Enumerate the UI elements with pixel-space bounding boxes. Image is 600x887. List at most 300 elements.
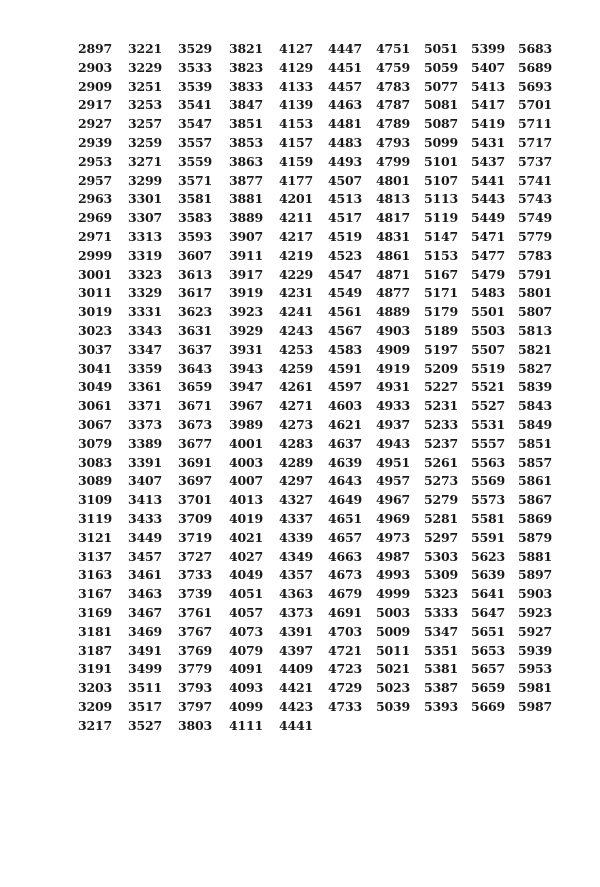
table-cell: 3541: [178, 97, 212, 113]
table-cell: 4373: [279, 604, 313, 620]
table-column-3: [178, 40, 228, 735]
table-cell: 3083: [78, 454, 112, 470]
table-cell: 5437: [471, 153, 505, 169]
table-cell: 3209: [78, 698, 112, 714]
table-cell: 3701: [178, 492, 212, 508]
table-cell: 5477: [471, 247, 505, 263]
table-cell: 4481: [328, 116, 362, 132]
table-cell: 2953: [78, 153, 112, 169]
table-cell: 5851: [518, 435, 552, 451]
table-cell: 4649: [328, 492, 362, 508]
table-cell: 4603: [328, 398, 362, 414]
table-cell: 3061: [78, 398, 112, 414]
table-cell: 4229: [279, 266, 313, 282]
table-cell: 4441: [279, 717, 313, 733]
table-cell: 5987: [518, 698, 552, 714]
table-cell: 5801: [518, 285, 552, 301]
table-cell: 4993: [376, 567, 410, 583]
table-cell: 5639: [471, 567, 505, 583]
table-cell: 4273: [279, 416, 313, 432]
table-cell: 3529: [178, 41, 212, 56]
table-cell: 5059: [424, 59, 458, 75]
table-cell: 4523: [328, 247, 362, 263]
table-cell: 3593: [178, 228, 212, 244]
table-cell: 4813: [376, 191, 410, 207]
table-cell: 5099: [424, 134, 458, 150]
table-cell: 4909: [376, 341, 410, 357]
table-cell: 3163: [78, 567, 112, 583]
table-column-2: [128, 40, 178, 735]
table-cell: 3457: [128, 548, 162, 564]
table-cell: 4919: [376, 360, 410, 376]
table-cell: 3001: [78, 266, 112, 282]
table-cell: 5119: [424, 210, 458, 226]
table-cell: 3049: [78, 379, 112, 395]
table-cell: 4801: [376, 172, 410, 188]
table-cell: 5167: [424, 266, 458, 282]
table-cell: 4657: [328, 529, 362, 545]
table-cell: 4007: [229, 473, 263, 489]
table-cell: 4219: [279, 247, 313, 263]
table-cell: 4519: [328, 228, 362, 244]
table-cell: 4057: [229, 604, 263, 620]
table-cell: 5659: [471, 680, 505, 696]
table-cell: 5861: [518, 473, 552, 489]
table-cell: 3319: [128, 247, 162, 263]
table-cell: 5981: [518, 680, 552, 696]
table-cell: 3389: [128, 435, 162, 451]
table-cell: 3797: [178, 698, 212, 714]
table-cell: 5653: [471, 642, 505, 658]
table-cell: 4391: [279, 623, 313, 639]
table-cell: 4723: [328, 661, 362, 677]
table-cell: 5227: [424, 379, 458, 395]
table-cell: 2939: [78, 134, 112, 150]
table-cell: 2971: [78, 228, 112, 244]
table-cell: 4651: [328, 510, 362, 526]
table-cell: 2897: [78, 41, 112, 56]
table-cell: 3779: [178, 661, 212, 677]
table-cell: 5689: [518, 59, 552, 75]
table-cell: 4363: [279, 586, 313, 602]
table-cell: 4001: [229, 435, 263, 451]
table-cell: 4261: [279, 379, 313, 395]
table-cell: 3137: [78, 548, 112, 564]
table-column-8: [424, 40, 474, 717]
table-cell: 3719: [178, 529, 212, 545]
table-cell: 4871: [376, 266, 410, 282]
table-cell: 3617: [178, 285, 212, 301]
table-cell: 3169: [78, 604, 112, 620]
table-cell: 3023: [78, 322, 112, 338]
table-cell: 4243: [279, 322, 313, 338]
table-cell: 3229: [128, 59, 162, 75]
table-cell: 5449: [471, 210, 505, 226]
table-cell: 3331: [128, 304, 162, 320]
table-cell: 5351: [424, 642, 458, 658]
table-cell: 4679: [328, 586, 362, 602]
table-cell: 4159: [279, 153, 313, 169]
table-cell: 3607: [178, 247, 212, 263]
table-cell: 4129: [279, 59, 313, 75]
table-cell: 3823: [229, 59, 263, 75]
table-cell: 3527: [128, 717, 162, 733]
table-cell: 3041: [78, 360, 112, 376]
table-cell: 3371: [128, 398, 162, 414]
table-cell: 5077: [424, 78, 458, 94]
table-cell: 3709: [178, 510, 212, 526]
table-cell: 3259: [128, 134, 162, 150]
table-cell: 5701: [518, 97, 552, 113]
table-cell: 5501: [471, 304, 505, 320]
table-cell: 4957: [376, 473, 410, 489]
table-column-7: [376, 40, 426, 717]
table-cell: 5531: [471, 416, 505, 432]
table-cell: 2903: [78, 59, 112, 75]
table-cell: 5839: [518, 379, 552, 395]
table-cell: 4211: [279, 210, 313, 226]
table-cell: 3119: [78, 510, 112, 526]
table-cell: 4447: [328, 41, 362, 56]
table-cell: 5039: [376, 698, 410, 714]
table-cell: 5557: [471, 435, 505, 451]
table-cell: 3391: [128, 454, 162, 470]
table-cell: 2927: [78, 116, 112, 132]
table-cell: 5521: [471, 379, 505, 395]
table-column-4: [229, 40, 279, 735]
table-cell: 5867: [518, 492, 552, 508]
table-cell: 4013: [229, 492, 263, 508]
table-cell: 3361: [128, 379, 162, 395]
table-cell: 4951: [376, 454, 410, 470]
table-cell: 5171: [424, 285, 458, 301]
table-cell: 4271: [279, 398, 313, 414]
table-cell: 5237: [424, 435, 458, 451]
table-cell: 5623: [471, 548, 505, 564]
table-cell: 4021: [229, 529, 263, 545]
table-cell: 3643: [178, 360, 212, 376]
table-cell: 4073: [229, 623, 263, 639]
table-cell: 5297: [424, 529, 458, 545]
table-cell: 3733: [178, 567, 212, 583]
table-cell: 5591: [471, 529, 505, 545]
table-cell: 4597: [328, 379, 362, 395]
table-cell: 4217: [279, 228, 313, 244]
table-cell: 3221: [128, 41, 162, 56]
table-cell: 5113: [424, 191, 458, 207]
table-cell: 5417: [471, 97, 505, 113]
table-cell: 4289: [279, 454, 313, 470]
table-cell: 4283: [279, 435, 313, 451]
table-cell: 4157: [279, 134, 313, 150]
table-cell: 4973: [376, 529, 410, 545]
table-cell: 4111: [229, 717, 263, 733]
table-cell: 3463: [128, 586, 162, 602]
table-cell: 4931: [376, 379, 410, 395]
table-cell: 5711: [518, 116, 552, 132]
table-cell: 3121: [78, 529, 112, 545]
table-cell: 4027: [229, 548, 263, 564]
table-cell: 3187: [78, 642, 112, 658]
table-cell: 4903: [376, 322, 410, 338]
table-cell: 3851: [229, 116, 263, 132]
table-cell: 4703: [328, 623, 362, 639]
table-cell: 4729: [328, 680, 362, 696]
table-cell: 3511: [128, 680, 162, 696]
table-cell: 3299: [128, 172, 162, 188]
table-cell: 4787: [376, 97, 410, 113]
table-cell: 4637: [328, 435, 362, 451]
table-cell: 5333: [424, 604, 458, 620]
table-cell: 4409: [279, 661, 313, 677]
table-cell: 5641: [471, 586, 505, 602]
table-cell: 5879: [518, 529, 552, 545]
table-cell: 5051: [424, 41, 458, 56]
table-cell: 4003: [229, 454, 263, 470]
table-cell: 5281: [424, 510, 458, 526]
table-cell: 3253: [128, 97, 162, 113]
table-cell: 5309: [424, 567, 458, 583]
table-cell: 5749: [518, 210, 552, 226]
table-cell: 5953: [518, 661, 552, 677]
table-cell: 3251: [128, 78, 162, 94]
table-cell: 5569: [471, 473, 505, 489]
table-cell: 4049: [229, 567, 263, 583]
table-cell: 3191: [78, 661, 112, 677]
table-cell: 4937: [376, 416, 410, 432]
table-cell: 5479: [471, 266, 505, 282]
table-cell: 5471: [471, 228, 505, 244]
table-cell: 5273: [424, 473, 458, 489]
table-cell: 3067: [78, 416, 112, 432]
table-cell: 5807: [518, 304, 552, 320]
table-cell: 5939: [518, 642, 552, 658]
table-cell: 3203: [78, 680, 112, 696]
table-cell: 3217: [78, 717, 112, 733]
table-cell: 5419: [471, 116, 505, 132]
table-cell: 3967: [229, 398, 263, 414]
table-cell: 5683: [518, 41, 552, 56]
table-cell: 4789: [376, 116, 410, 132]
table-cell: 3881: [229, 191, 263, 207]
table-cell: 4999: [376, 586, 410, 602]
table-cell: 4547: [328, 266, 362, 282]
table-cell: 3947: [229, 379, 263, 395]
table-cell: 5927: [518, 623, 552, 639]
table-cell: 3307: [128, 210, 162, 226]
table-cell: 4751: [376, 41, 410, 56]
table-cell: 3677: [178, 435, 212, 451]
table-cell: 4153: [279, 116, 313, 132]
table-cell: 2917: [78, 97, 112, 113]
table-cell: 5923: [518, 604, 552, 620]
table-column-5: [279, 40, 329, 735]
table-cell: 5303: [424, 548, 458, 564]
table-cell: 3767: [178, 623, 212, 639]
table-cell: 5827: [518, 360, 552, 376]
table-cell: 4621: [328, 416, 362, 432]
table-cell: 4421: [279, 680, 313, 696]
table-cell: 2969: [78, 210, 112, 226]
table-cell: 3793: [178, 680, 212, 696]
table-cell: 3433: [128, 510, 162, 526]
table-cell: 3697: [178, 473, 212, 489]
table-cell: 3089: [78, 473, 112, 489]
table-cell: 5233: [424, 416, 458, 432]
table-cell: 3407: [128, 473, 162, 489]
table-cell: 5387: [424, 680, 458, 696]
table-cell: 3533: [178, 59, 212, 75]
table-cell: 3739: [178, 586, 212, 602]
table-cell: 4231: [279, 285, 313, 301]
table-cell: 5527: [471, 398, 505, 414]
table-cell: 5009: [376, 623, 410, 639]
table-cell: 4933: [376, 398, 410, 414]
table-cell: 5407: [471, 59, 505, 75]
table-cell: 4583: [328, 341, 362, 357]
table-cell: 5519: [471, 360, 505, 376]
table-cell: 5231: [424, 398, 458, 414]
table-cell: 3943: [229, 360, 263, 376]
table-cell: 5189: [424, 322, 458, 338]
table-cell: 4639: [328, 454, 362, 470]
table-cell: 5003: [376, 604, 410, 620]
table-cell: 4643: [328, 473, 362, 489]
table-cell: 3623: [178, 304, 212, 320]
table-cell: 5897: [518, 567, 552, 583]
table-cell: 5657: [471, 661, 505, 677]
table-cell: 5779: [518, 228, 552, 244]
table-cell: 5743: [518, 191, 552, 207]
table-cell: 4889: [376, 304, 410, 320]
table-cell: 3329: [128, 285, 162, 301]
table-cell: 4733: [328, 698, 362, 714]
table-cell: 5399: [471, 41, 505, 56]
table-cell: 5087: [424, 116, 458, 132]
table-cell: 4759: [376, 59, 410, 75]
table-cell: 2909: [78, 78, 112, 94]
table-cell: 4093: [229, 680, 263, 696]
table-cell: 3727: [178, 548, 212, 564]
table-cell: 3359: [128, 360, 162, 376]
table-cell: 3769: [178, 642, 212, 658]
table-cell: 2999: [78, 247, 112, 263]
table-cell: 4099: [229, 698, 263, 714]
table-cell: 5869: [518, 510, 552, 526]
table-cell: 4943: [376, 435, 410, 451]
table-cell: 4019: [229, 510, 263, 526]
table-cell: 4349: [279, 548, 313, 564]
table-cell: 4463: [328, 97, 362, 113]
table-cell: 5647: [471, 604, 505, 620]
table-cell: 3907: [229, 228, 263, 244]
table-cell: 3413: [128, 492, 162, 508]
table-cell: 3803: [178, 717, 212, 733]
table-cell: 5441: [471, 172, 505, 188]
table-cell: 5717: [518, 134, 552, 150]
table-column-1: [78, 40, 128, 735]
table-cell: 4969: [376, 510, 410, 526]
table-cell: 4079: [229, 642, 263, 658]
table-cell: 5261: [424, 454, 458, 470]
table-cell: 3889: [229, 210, 263, 226]
table-cell: 4177: [279, 172, 313, 188]
table-cell: 3547: [178, 116, 212, 132]
table-cell: 3931: [229, 341, 263, 357]
table-cell: 3877: [229, 172, 263, 188]
table-column-10: [518, 40, 568, 717]
table-cell: 4793: [376, 134, 410, 150]
table-cell: 5737: [518, 153, 552, 169]
table-cell: 3181: [78, 623, 112, 639]
table-cell: 5347: [424, 623, 458, 639]
table-cell: 5197: [424, 341, 458, 357]
table-cell: 5153: [424, 247, 458, 263]
table-cell: 5323: [424, 586, 458, 602]
table-cell: 4799: [376, 153, 410, 169]
table-cell: 4201: [279, 191, 313, 207]
table-cell: 3691: [178, 454, 212, 470]
table-cell: 5503: [471, 322, 505, 338]
table-cell: 3109: [78, 492, 112, 508]
table-cell: 4451: [328, 59, 362, 75]
table-cell: 3919: [229, 285, 263, 301]
table-cell: 3557: [178, 134, 212, 150]
table-cell: 5783: [518, 247, 552, 263]
table-cell: 3539: [178, 78, 212, 94]
table-cell: 4561: [328, 304, 362, 320]
table-cell: 2963: [78, 191, 112, 207]
table-cell: 5081: [424, 97, 458, 113]
table-cell: 3571: [178, 172, 212, 188]
table-cell: 4967: [376, 492, 410, 508]
table-cell: 4663: [328, 548, 362, 564]
table-cell: 3853: [229, 134, 263, 150]
table-cell: 4673: [328, 567, 362, 583]
table-cell: 5023: [376, 680, 410, 696]
table-cell: 5881: [518, 548, 552, 564]
table-cell: 3499: [128, 661, 162, 677]
table-cell: 4457: [328, 78, 362, 94]
table-cell: 3659: [178, 379, 212, 395]
table-cell: 3613: [178, 266, 212, 282]
table-cell: 5431: [471, 134, 505, 150]
table-cell: 4127: [279, 41, 313, 56]
table-cell: 5011: [376, 642, 410, 658]
table-cell: 3019: [78, 304, 112, 320]
table-cell: 4721: [328, 642, 362, 658]
table-cell: 3323: [128, 266, 162, 282]
table-cell: 3911: [229, 247, 263, 263]
table-cell: 3929: [229, 322, 263, 338]
table-cell: 4339: [279, 529, 313, 545]
table-cell: 3491: [128, 642, 162, 658]
table-cell: 4817: [376, 210, 410, 226]
table-cell: 5179: [424, 304, 458, 320]
table-cell: 5563: [471, 454, 505, 470]
table-cell: 5279: [424, 492, 458, 508]
table-cell: 3167: [78, 586, 112, 602]
table-cell: 4133: [279, 78, 313, 94]
table-cell: 3863: [229, 153, 263, 169]
table-cell: 5483: [471, 285, 505, 301]
table-cell: 3313: [128, 228, 162, 244]
table-cell: 3271: [128, 153, 162, 169]
table-cell: 5813: [518, 322, 552, 338]
table-cell: 4567: [328, 322, 362, 338]
table-cell: 5381: [424, 661, 458, 677]
table-cell: 5393: [424, 698, 458, 714]
